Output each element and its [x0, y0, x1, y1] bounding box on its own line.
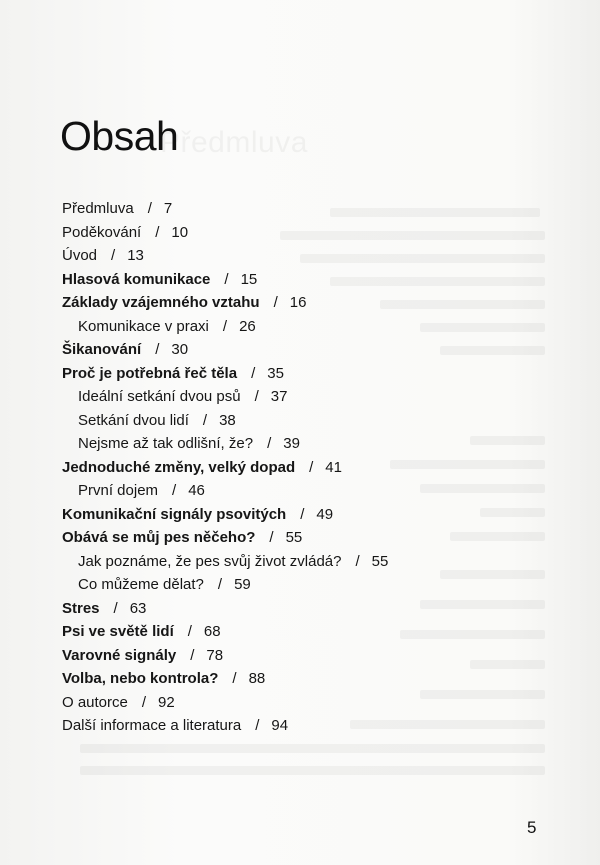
toc-entry-title: Komunikační signály psovitých — [62, 505, 287, 523]
toc-entry[interactable] — [62, 600, 562, 624]
toc-entry-title: Stres — [62, 599, 100, 617]
toc-entry[interactable] — [62, 506, 562, 530]
toc-separator: / — [155, 341, 160, 358]
toc-separator: / — [111, 247, 116, 264]
toc-entry-page: 16 — [289, 294, 307, 311]
toc-entry-page: 10 — [171, 223, 189, 241]
toc-entry-title: Úvod — [62, 247, 98, 264]
show-through-line — [80, 766, 545, 775]
toc-separator: / — [202, 411, 208, 429]
toc-subentry[interactable] — [62, 435, 562, 459]
toc-separator: / — [155, 223, 160, 241]
toc-separator: / — [187, 623, 192, 640]
toc-subentry[interactable] — [62, 482, 562, 506]
toc-entry-title: První dojem — [78, 482, 159, 499]
toc-entry[interactable] — [62, 294, 562, 318]
toc-entry[interactable] — [62, 271, 562, 295]
toc-entry[interactable] — [62, 670, 562, 694]
toc-separator: / — [251, 364, 256, 382]
toc-separator: / — [355, 552, 360, 570]
toc-entry-page: 13 — [127, 247, 144, 264]
toc-entry-page: 78 — [206, 646, 224, 664]
toc-separator: / — [232, 670, 237, 687]
toc-subentry[interactable] — [62, 388, 562, 412]
toc-separator: / — [172, 482, 177, 499]
toc-subentry[interactable] — [62, 576, 562, 600]
toc-entry-page: 49 — [316, 505, 334, 523]
toc-entry-page: 15 — [240, 270, 258, 288]
toc-separator: / — [267, 435, 272, 452]
toc-entry-title: Varovné signály — [62, 646, 177, 664]
toc-entry-title: Obává se můj pes něčeho? — [62, 529, 256, 546]
toc-entry-page: 63 — [129, 599, 147, 617]
toc-entry[interactable] — [62, 529, 562, 553]
toc-entry-page: 41 — [325, 458, 342, 476]
toc-separator: / — [113, 599, 118, 617]
page-title: Obsah — [60, 113, 179, 159]
toc-entry[interactable] — [62, 224, 562, 248]
toc-entry[interactable] — [62, 623, 562, 647]
toc-separator: / — [147, 200, 152, 217]
toc-entry-title: Ideální setkání dvou psů — [78, 388, 241, 405]
toc-entry-page: 88 — [248, 670, 266, 687]
page-number: 5 — [527, 818, 537, 837]
toc-entry-page: 39 — [283, 435, 300, 452]
toc-entry[interactable] — [62, 341, 562, 365]
toc-entry[interactable] — [62, 200, 562, 224]
table-of-contents — [62, 200, 562, 741]
toc-entry-title: O autorce — [62, 693, 128, 711]
toc-entry-page: 68 — [203, 623, 221, 640]
toc-separator: / — [300, 505, 305, 523]
toc-entry[interactable] — [62, 459, 562, 483]
toc-entry[interactable] — [62, 717, 562, 741]
toc-entry[interactable] — [62, 694, 562, 718]
toc-entry-title: Předmluva — [62, 200, 134, 217]
show-through-line — [80, 744, 545, 753]
toc-entry-title: Jak poznáme, že pes svůj život zvládá? — [78, 552, 342, 570]
toc-entry-title: Proč je potřebná řeč těla — [62, 364, 238, 382]
toc-separator: / — [224, 270, 229, 288]
toc-entry-title: Komunikace v praxi — [78, 317, 209, 335]
toc-entry-title: Psi ve světě lidí — [62, 623, 174, 640]
toc-entry-page: 7 — [163, 200, 173, 217]
toc-entry-title: Nejsme až tak odlišní, že? — [78, 435, 254, 452]
toc-subentry[interactable] — [62, 412, 562, 436]
toc-entry-title: Jednoduché změny, velký dopad — [62, 458, 296, 476]
toc-entry-title: Poděkování — [62, 223, 142, 241]
toc-entry-title: Setkání dvou lidí — [78, 411, 189, 429]
toc-entry[interactable] — [62, 647, 562, 671]
toc-entry-page: 59 — [234, 576, 251, 593]
toc-entry[interactable] — [62, 247, 562, 271]
toc-entry-title: Základy vzájemného vztahu — [62, 294, 260, 311]
toc-separator: / — [254, 388, 259, 405]
toc-entry-page: 37 — [270, 388, 288, 405]
toc-entry-page: 35 — [267, 364, 284, 382]
toc-separator: / — [273, 294, 278, 311]
toc-entry-page: 94 — [271, 717, 289, 734]
toc-separator: / — [190, 646, 195, 664]
toc-entry-title: Další informace a literatura — [62, 717, 242, 734]
toc-separator: / — [141, 693, 147, 711]
toc-separator: / — [269, 529, 274, 546]
toc-separator: / — [255, 717, 260, 734]
toc-entry-title: Volba, nebo kontrola? — [62, 670, 219, 687]
toc-entry-page: 55 — [285, 529, 303, 546]
toc-separator: / — [217, 576, 223, 593]
toc-entry-title: Šikanování — [62, 341, 142, 358]
toc-subentry[interactable] — [62, 553, 562, 577]
toc-entry[interactable] — [62, 365, 562, 389]
toc-entry-page: 55 — [371, 552, 389, 570]
toc-entry-page: 92 — [158, 693, 175, 711]
toc-separator: / — [309, 458, 314, 476]
toc-entry-title: Hlasová komunikace — [62, 270, 211, 288]
show-through-heading — [160, 126, 308, 160]
toc-entry-page: 26 — [239, 317, 256, 335]
toc-entry-page: 46 — [188, 482, 205, 499]
toc-subentry[interactable] — [62, 318, 562, 342]
toc-entry-page: 30 — [171, 341, 189, 358]
toc-entry-page: 38 — [219, 411, 236, 429]
toc-entry-title: Co můžeme dělat? — [78, 576, 204, 593]
toc-separator: / — [222, 317, 228, 335]
